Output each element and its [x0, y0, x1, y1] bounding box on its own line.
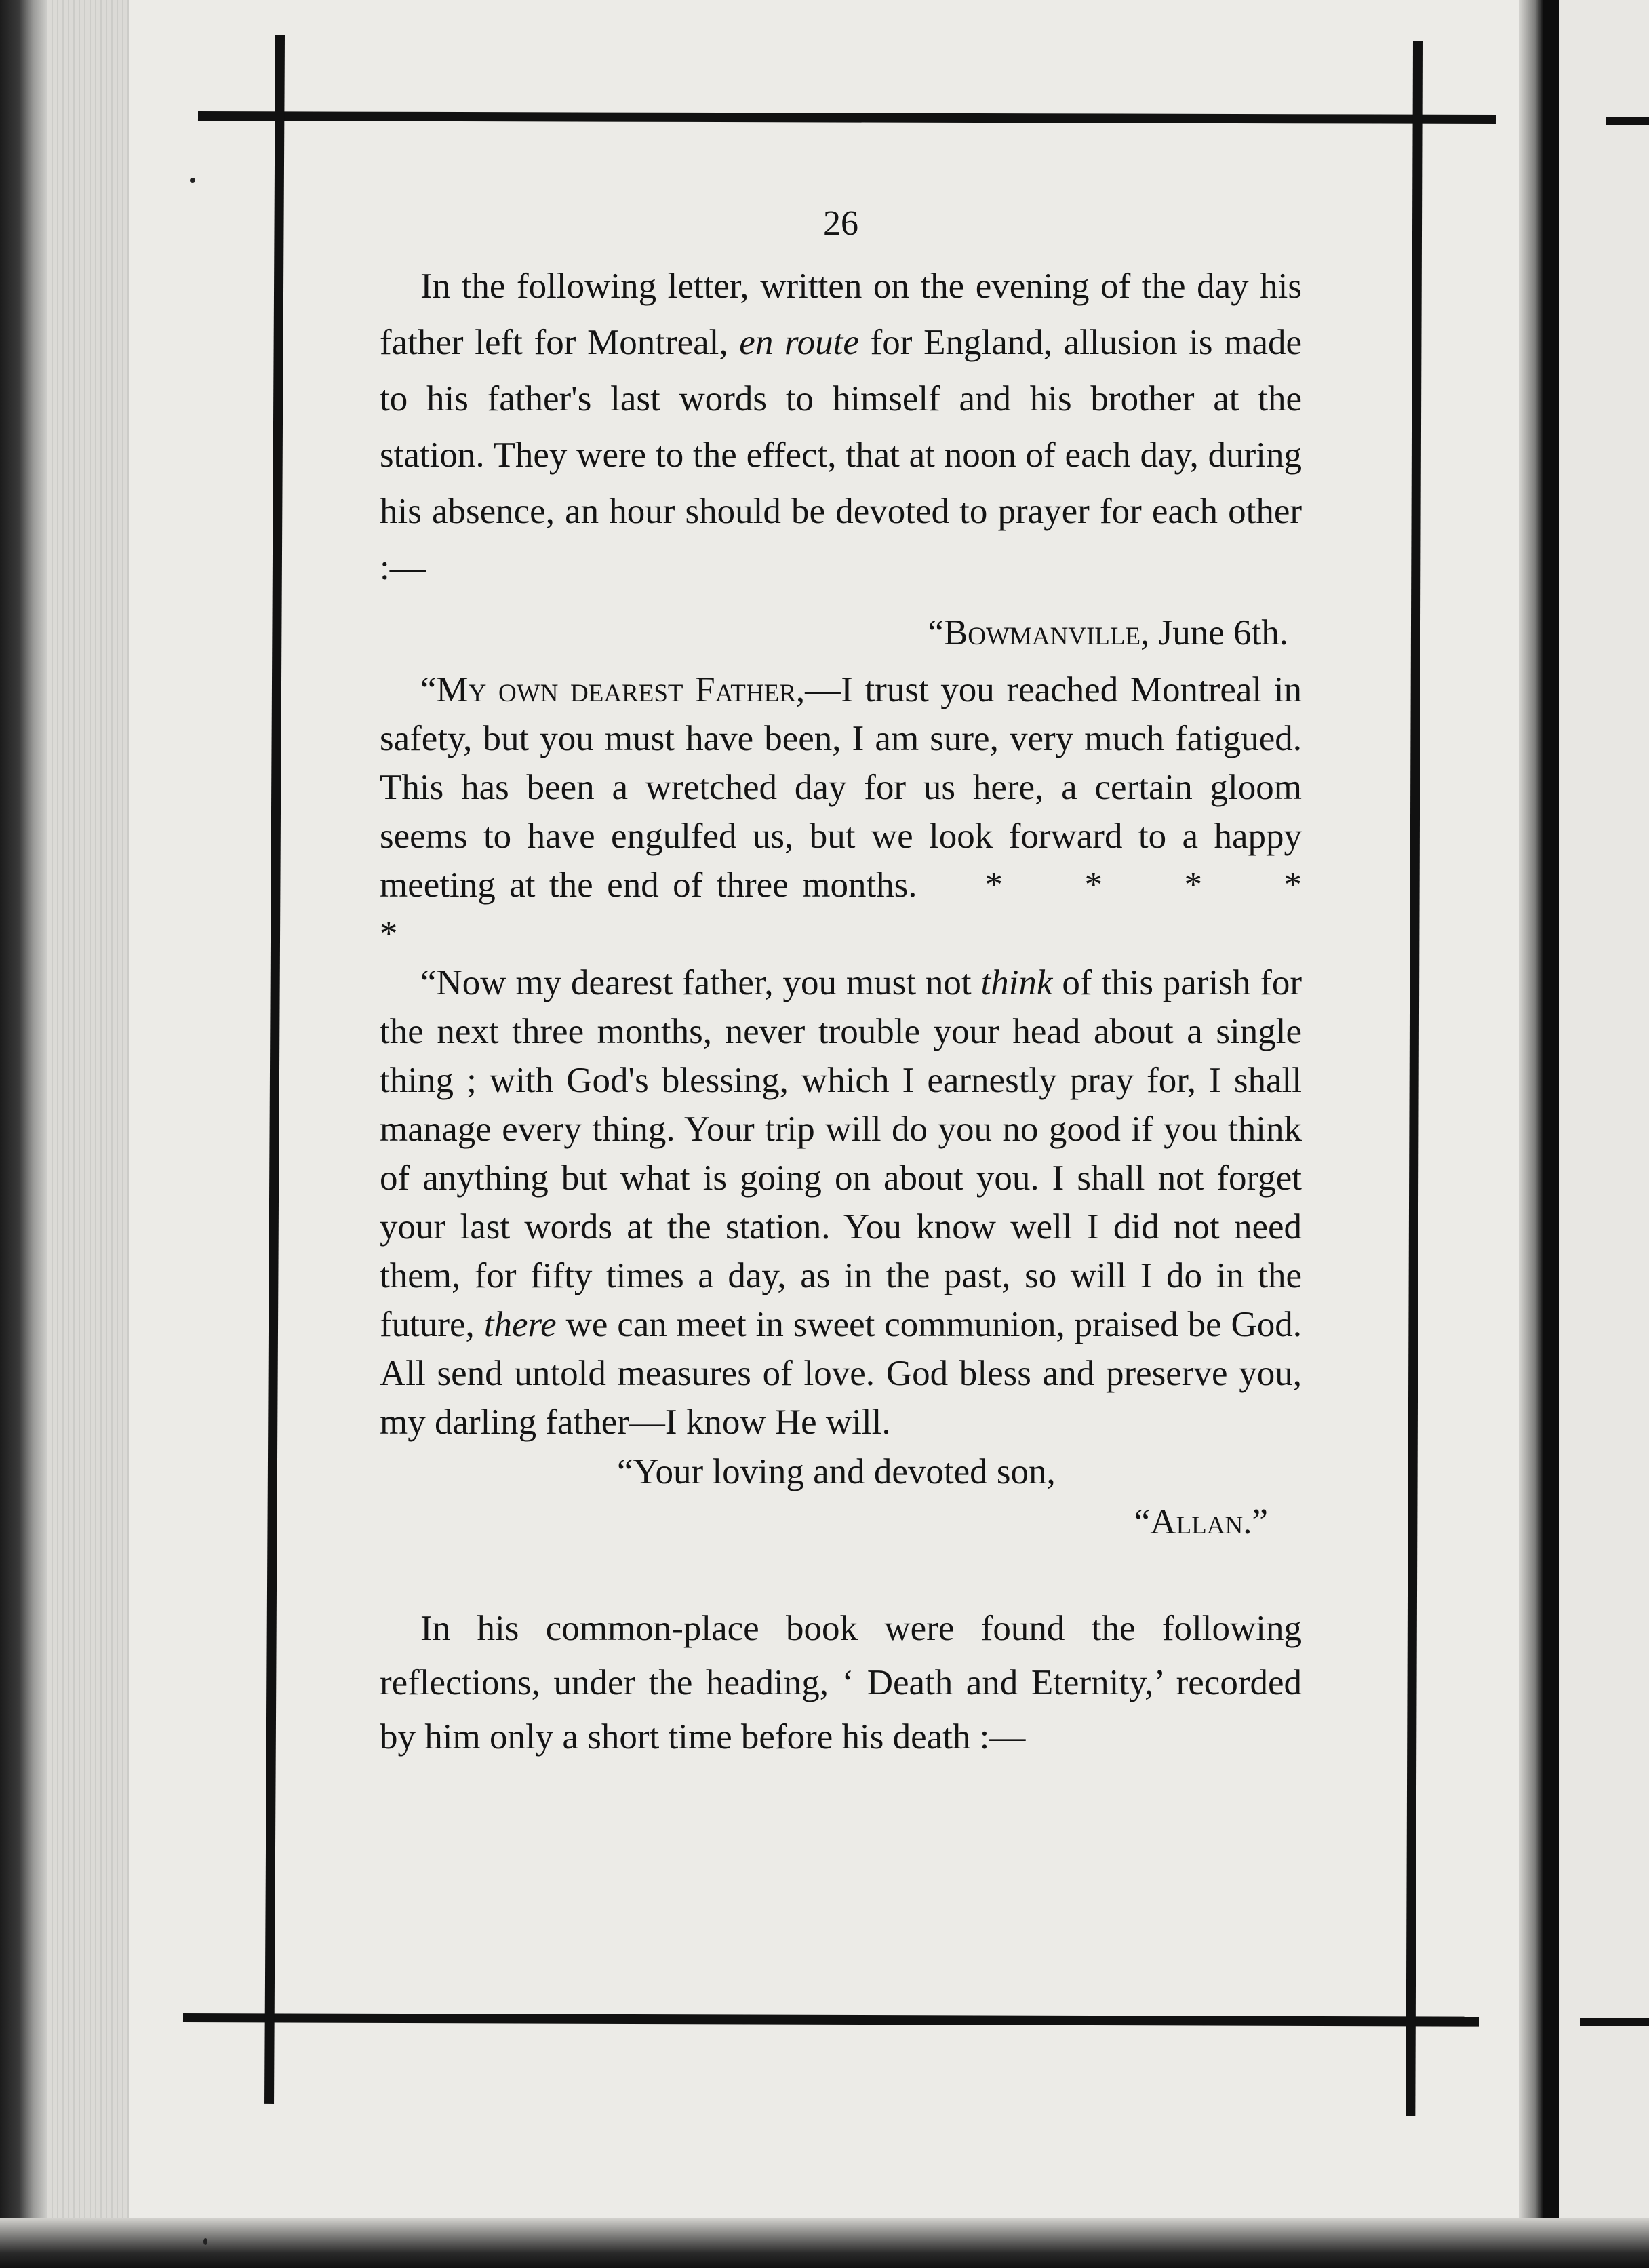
- facing-page-bottom-rule: [1580, 2018, 1649, 2026]
- letter-paragraph-2-middle: of this parish for the next three months, never trouble your head about a single thing ; with God's blessing, which I earnestly pray for, I shall manage every thing. Your trip will do you no good if you think of anything but what is going on about you. I shall not forget your last words at the station. You know well I did not need them, for fifty times a day, as in the past, so will I do in the future,: [380, 963, 1303, 1344]
- page-number: 26: [823, 204, 858, 243]
- letter-paragraph-2: [380, 958, 1302, 1447]
- letter-paragraph-1-text: —I trust you reached Montreal in safety, but you must have been, I am sure, very much fatigued. This has been a wretched day for us here, a certain gloom seems to have engulfed us, but we look forward to a happy meeting at the end of three months.: [380, 670, 1303, 905]
- letter-signature: [380, 1497, 1302, 1547]
- letter-signoff: “Your loving and devoted son,: [617, 1452, 1056, 1491]
- intro-paragraph: [380, 258, 1302, 596]
- signature-open-quote: “: [1134, 1502, 1151, 1542]
- intro-text-continued: for England, allusion is made to his father's last words to himself and his brother at the station. They were to the effect, that at noon of each day, during his absence, an hour should be devoted to prayer for each other :—: [380, 323, 1303, 587]
- bottom-shadow: [0, 2218, 1649, 2268]
- book-gutter: [1519, 0, 1559, 2268]
- signature-name: Allan.: [1150, 1502, 1252, 1542]
- dateline-date: June 6th.: [1158, 613, 1288, 652]
- page-stack-edge: [47, 0, 129, 2268]
- italic-word-there: there: [483, 1305, 557, 1344]
- facing-page: [1559, 0, 1649, 2268]
- italic-word-think: think: [980, 963, 1053, 1002]
- scan-speck: [190, 178, 195, 183]
- text-block: [380, 203, 1302, 1764]
- book-left-edge: [0, 0, 47, 2268]
- border-rule-left: [264, 35, 285, 2104]
- facing-page-top-rule: [1606, 117, 1649, 125]
- dateline-place: Bowmanville,: [943, 613, 1150, 652]
- closing-paragraph: In his common-place book were found the following reflections, under the heading, ‘ Death and Eternity,’ recorded by him only a short time before his death :—: [380, 1609, 1302, 1757]
- intro-italic: en route: [739, 323, 859, 362]
- border-rule-bottom: [183, 2013, 1479, 2027]
- signature-close-quote: ”: [1252, 1502, 1268, 1542]
- letter: [380, 606, 1302, 1547]
- letter-paragraph-1: [380, 665, 1302, 958]
- letter-paragraph-2-end: we can meet in sweet communion, praised be God. All send untold measures of love. God bless and preserve you, my darling father—I know He will.: [380, 1305, 1303, 1442]
- letter-dateline: [380, 606, 1288, 660]
- intro-text: In the following letter, written on the evening of the day his father left for Montreal,: [380, 267, 1302, 362]
- letter-paragraph-2-text: “Now my dearest father, you must not: [420, 963, 972, 1002]
- border-rule-right: [1406, 41, 1423, 2116]
- paragraph-quote: “: [420, 670, 437, 709]
- border-rule-top: [198, 111, 1496, 124]
- scan-speck: [203, 2238, 207, 2245]
- dateline-quote: “: [928, 613, 944, 652]
- ellipsis-stars: * * * * *: [380, 865, 1302, 954]
- letter-salutation: My own dearest Father,: [436, 670, 806, 709]
